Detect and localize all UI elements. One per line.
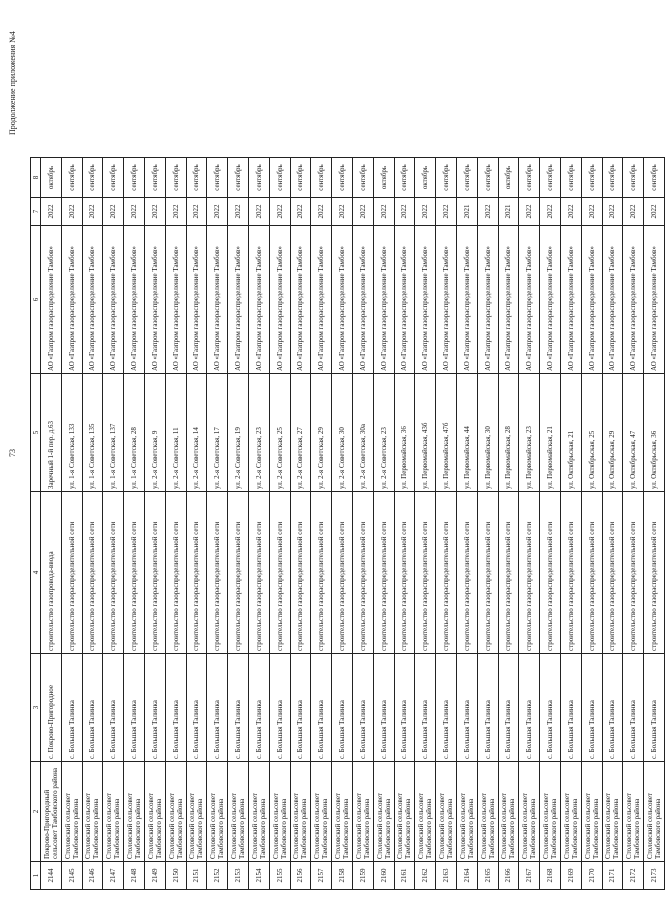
row-number-cell: 2155 [269, 862, 290, 890]
settlement-cell: с. Большая Талинка [477, 654, 498, 762]
table-row [248, 158, 269, 890]
row-number-cell: 2148 [124, 862, 145, 890]
municipality-cell: Покрово-Пригородный сельсовет Тамбовского района [41, 762, 62, 862]
work-type-cell: строительство газораспределительной сети [560, 492, 581, 654]
column-number: 4 [31, 492, 41, 654]
settlement-cell: с. Большая Талинка [207, 654, 228, 762]
row-number-cell: 2161 [394, 862, 415, 890]
municipality-cell: Столовский сельсовет Тамбовского района [82, 762, 103, 862]
table-row [394, 158, 415, 890]
work-type-cell: строительство газораспределительной сети [373, 492, 394, 654]
month-cell: сентябрь [456, 158, 477, 198]
work-type-cell: строительство газораспределительной сети [477, 492, 498, 654]
settlement-cell: с. Большая Талинка [332, 654, 353, 762]
municipality-cell: Столовский сельсовет Тамбовского района [602, 762, 623, 862]
table-row [290, 158, 311, 890]
row-number-cell: 2150 [165, 862, 186, 890]
settlement-cell: с. Большая Талинка [165, 654, 186, 762]
organization-cell: АО «Газпром газораспределение Тамбов» [560, 226, 581, 374]
month-cell: сентябрь [623, 158, 644, 198]
work-type-cell: строительство газораспределительной сети [519, 492, 540, 654]
work-type-cell: строительство газораспределительной сети [82, 492, 103, 654]
work-type-cell: строительство газораспределительной сети [436, 492, 457, 654]
row-number-cell: 2151 [186, 862, 207, 890]
row-number-cell: 2156 [290, 862, 311, 890]
organization-cell: АО «Газпром газораспределение Тамбов» [269, 226, 290, 374]
municipality-cell: Столовский сельсовет Тамбовского района [228, 762, 249, 862]
column-number: 5 [31, 374, 41, 492]
table-row [602, 158, 623, 890]
year-cell: 2022 [332, 198, 353, 226]
table-row [207, 158, 228, 890]
work-type-cell: строительство газораспределительной сети [207, 492, 228, 654]
work-type-cell: строительство газораспределительной сети [186, 492, 207, 654]
organization-cell: АО «Газпром газораспределение Тамбов» [207, 226, 228, 374]
settlement-cell: с. Большая Талинка [186, 654, 207, 762]
settlement-cell: с. Большая Талинка [498, 654, 519, 762]
settlement-cell: с. Большая Талинка [623, 654, 644, 762]
address-cell: ул. Первомайская, 30 [477, 374, 498, 492]
work-type-cell: строительство газораспределительной сети [61, 492, 82, 654]
row-number-cell: 2166 [498, 862, 519, 890]
address-cell: ул. Октябрьская, 25 [581, 374, 602, 492]
row-number-cell: 2170 [581, 862, 602, 890]
organization-cell: АО «Газпром газораспределение Тамбов» [186, 226, 207, 374]
organization-cell: АО «Газпром газораспределение Тамбов» [415, 226, 436, 374]
row-number-cell: 2164 [456, 862, 477, 890]
row-number-cell: 2146 [82, 862, 103, 890]
address-cell: ул. 1-я Советская, 28 [124, 374, 145, 492]
year-cell: 2022 [311, 198, 332, 226]
municipality-cell: Столовский сельсовет Тамбовского района [436, 762, 457, 862]
municipality-cell: Столовский сельсовет Тамбовского района [373, 762, 394, 862]
month-cell: сентябрь [144, 158, 165, 198]
row-number-cell: 2163 [436, 862, 457, 890]
address-cell: ул. 2-я Советская, 27 [290, 374, 311, 492]
work-type-cell: строительство газораспределительной сети [623, 492, 644, 654]
settlement-cell: с. Большая Талинка [519, 654, 540, 762]
table-row [186, 158, 207, 890]
organization-cell: АО «Газпром газораспределение Тамбов» [477, 226, 498, 374]
organization-cell: АО «Газпром газораспределение Тамбов» [144, 226, 165, 374]
settlement-cell: с. Большая Талинка [394, 654, 415, 762]
table-row [644, 158, 665, 890]
month-cell: сентябрь [332, 158, 353, 198]
month-cell: сентябрь [186, 158, 207, 198]
month-cell: октябрь [498, 158, 519, 198]
address-cell: ул. Октябрьская, 47 [623, 374, 644, 492]
month-cell: октябрь [415, 158, 436, 198]
organization-cell: АО «Газпром газораспределение Тамбов» [498, 226, 519, 374]
table-row [228, 158, 249, 890]
municipality-cell: Столовский сельсовет Тамбовского района [332, 762, 353, 862]
year-cell: 2022 [352, 198, 373, 226]
year-cell: 2022 [124, 198, 145, 226]
municipality-cell: Столовский сельсовет Тамбовского района [186, 762, 207, 862]
table-row [436, 158, 457, 890]
municipality-cell: Столовский сельсовет Тамбовского района [560, 762, 581, 862]
settlement-cell: с. Большая Талинка [415, 654, 436, 762]
municipality-cell: Столовский сельсовет Тамбовского района [207, 762, 228, 862]
address-cell: ул. 1-я Советская, 135 [82, 374, 103, 492]
row-number-cell: 2172 [623, 862, 644, 890]
municipality-cell: Столовский сельсовет Тамбовского района [477, 762, 498, 862]
row-number-cell: 2154 [248, 862, 269, 890]
organization-cell: АО «Газпром газораспределение Тамбов» [290, 226, 311, 374]
organization-cell: АО «Газпром газораспределение Тамбов» [436, 226, 457, 374]
address-cell: ул. 2-я Советская, 30 [332, 374, 353, 492]
work-type-cell: строительство газораспределительной сети [248, 492, 269, 654]
organization-cell: АО «Газпром газораспределение Тамбов» [311, 226, 332, 374]
year-cell: 2022 [207, 198, 228, 226]
organization-cell: АО «Газпром газораспределение Тамбов» [103, 226, 124, 374]
year-cell: 2022 [228, 198, 249, 226]
settlement-cell: с. Большая Талинка [373, 654, 394, 762]
settlement-cell: с. Большая Талинка [456, 654, 477, 762]
organization-cell: АО «Газпром газораспределение Тамбов» [332, 226, 353, 374]
month-cell: сентябрь [61, 158, 82, 198]
year-cell: 2022 [144, 198, 165, 226]
work-type-cell: строительство газораспределительной сети [269, 492, 290, 654]
work-type-cell: строительство газораспределительной сети [540, 492, 561, 654]
municipality-cell: Столовский сельсовет Тамбовского района [415, 762, 436, 862]
work-type-cell: строительство газораспределительной сети [228, 492, 249, 654]
year-cell: 2022 [623, 198, 644, 226]
address-cell: ул. Первомайская, 28 [498, 374, 519, 492]
year-cell: 2022 [82, 198, 103, 226]
organization-cell: АО «Газпром газораспределение Тамбов» [41, 226, 62, 374]
address-cell: Заречный 1-й пер. д.63 [41, 374, 62, 492]
row-number-cell: 2157 [311, 862, 332, 890]
continuation-note: Продолжение приложения №4 [8, 31, 17, 135]
row-number-cell: 2144 [41, 862, 62, 890]
settlement-cell: с. Большая Талинка [269, 654, 290, 762]
table-row [540, 158, 561, 890]
settlement-cell: с. Большая Талинка [540, 654, 561, 762]
organization-cell: АО «Газпром газораспределение Тамбов» [540, 226, 561, 374]
table-row [61, 158, 82, 890]
settlement-cell: с. Большая Талинка [602, 654, 623, 762]
municipality-cell: Столовский сельсовет Тамбовского района [456, 762, 477, 862]
row-number-cell: 2158 [332, 862, 353, 890]
row-number-cell: 2145 [61, 862, 82, 890]
municipality-cell: Столовский сельсовет Тамбовского района [498, 762, 519, 862]
row-number-cell: 2160 [373, 862, 394, 890]
organization-cell: АО «Газпром газораспределение Тамбов» [248, 226, 269, 374]
row-number-cell: 2162 [415, 862, 436, 890]
month-cell: сентябрь [540, 158, 561, 198]
municipality-cell: Столовский сельсовет Тамбовского района [61, 762, 82, 862]
table-row [560, 158, 581, 890]
municipality-cell: Столовский сельсовет Тамбовского района [165, 762, 186, 862]
work-type-cell: строительство газораспределительной сети [498, 492, 519, 654]
work-type-cell: строительство газораспределительной сети [415, 492, 436, 654]
organization-cell: АО «Газпром газораспределение Тамбов» [61, 226, 82, 374]
year-cell: 2022 [41, 198, 62, 226]
address-cell: ул. 2-я Советская, 23 [248, 374, 269, 492]
table-row [498, 158, 519, 890]
table-row [456, 158, 477, 890]
month-cell: сентябрь [581, 158, 602, 198]
month-cell: сентябрь [436, 158, 457, 198]
year-cell: 2022 [519, 198, 540, 226]
year-cell: 2022 [477, 198, 498, 226]
column-number-row [31, 158, 41, 890]
month-cell: сентябрь [311, 158, 332, 198]
address-cell: ул. 2-я Советская, 9 [144, 374, 165, 492]
organization-cell: АО «Газпром газораспределение Тамбов» [456, 226, 477, 374]
year-cell: 2022 [540, 198, 561, 226]
address-cell: ул. Октябрьская, 36 [644, 374, 665, 492]
column-number: 6 [31, 226, 41, 374]
table-row [103, 158, 124, 890]
table-row [332, 158, 353, 890]
settlement-cell: с. Большая Талинка [248, 654, 269, 762]
table-row [373, 158, 394, 890]
organization-cell: АО «Газпром газораспределение Тамбов» [228, 226, 249, 374]
month-cell: сентябрь [352, 158, 373, 198]
address-cell: ул. 2-я Советская, 17 [207, 374, 228, 492]
organization-cell: АО «Газпром газораспределение Тамбов» [623, 226, 644, 374]
settlement-cell: с. Большая Талинка [581, 654, 602, 762]
year-cell: 2022 [248, 198, 269, 226]
work-type-cell: строительство газораспределительной сети [602, 492, 623, 654]
year-cell: 2022 [186, 198, 207, 226]
page-number: 73 [8, 449, 17, 457]
month-cell: сентябрь [228, 158, 249, 198]
address-cell: ул. 2-я Советская, 29 [311, 374, 332, 492]
month-cell: сентябрь [560, 158, 581, 198]
municipality-cell: Столовский сельсовет Тамбовского района [352, 762, 373, 862]
address-cell: ул. 2-я Советская, 30а [352, 374, 373, 492]
column-number: 7 [31, 198, 41, 226]
address-cell: ул. Первомайская, 21 [540, 374, 561, 492]
month-cell: сентябрь [248, 158, 269, 198]
settlement-cell: с. Большая Талинка [311, 654, 332, 762]
municipality-cell: Столовский сельсовет Тамбовского района [248, 762, 269, 862]
table-row [581, 158, 602, 890]
month-cell: сентябрь [519, 158, 540, 198]
work-type-cell: строительство газораспределительной сети [394, 492, 415, 654]
settlement-cell: с. Большая Талинка [290, 654, 311, 762]
work-type-cell: строительство газораспределительной сети [352, 492, 373, 654]
table-row [269, 158, 290, 890]
year-cell: 2022 [644, 198, 665, 226]
row-number-cell: 2147 [103, 862, 124, 890]
work-type-cell: строительство газораспределительной сети [165, 492, 186, 654]
table-row [124, 158, 145, 890]
column-number: 3 [31, 654, 41, 762]
data-table [30, 157, 665, 890]
settlement-cell: с. Большая Талинка [352, 654, 373, 762]
month-cell: сентябрь [103, 158, 124, 198]
row-number-cell: 2165 [477, 862, 498, 890]
settlement-cell: с. Большая Талинка [228, 654, 249, 762]
row-number-cell: 2152 [207, 862, 228, 890]
work-type-cell: строительство газораспределительной сети [644, 492, 665, 654]
address-cell: ул. 2-я Советская, 14 [186, 374, 207, 492]
year-cell: 2022 [61, 198, 82, 226]
row-number-cell: 2171 [602, 862, 623, 890]
address-cell: ул. Первомайская, 43б [415, 374, 436, 492]
table-row [165, 158, 186, 890]
address-cell: ул. Первомайская, 47б [436, 374, 457, 492]
table-row [144, 158, 165, 890]
year-cell: 2022 [436, 198, 457, 226]
settlement-cell: с. Большая Талинка [103, 654, 124, 762]
year-cell: 2022 [394, 198, 415, 226]
month-cell: сентябрь [602, 158, 623, 198]
organization-cell: АО «Газпром газораспределение Тамбов» [581, 226, 602, 374]
municipality-cell: Столовский сельсовет Тамбовского района [540, 762, 561, 862]
address-cell: ул. 2-я Советская, 11 [165, 374, 186, 492]
row-number-cell: 2173 [644, 862, 665, 890]
organization-cell: АО «Газпром газораспределение Тамбов» [602, 226, 623, 374]
settlement-cell: с. Большая Талинка [144, 654, 165, 762]
address-cell: ул. Первомайская, 23 [519, 374, 540, 492]
year-cell: 2021 [498, 198, 519, 226]
row-number-cell: 2168 [540, 862, 561, 890]
work-type-cell: строительство газопровода-ввода [41, 492, 62, 654]
settlement-cell: с. Большая Талинка [82, 654, 103, 762]
month-cell: сентябрь [477, 158, 498, 198]
municipality-cell: Столовский сельсовет Тамбовского района [394, 762, 415, 862]
settlement-cell: с. Покрово-Пригородное [41, 654, 62, 762]
municipality-cell: Столовский сельсовет Тамбовского района [144, 762, 165, 862]
table-row [311, 158, 332, 890]
organization-cell: АО «Газпром газораспределение Тамбов» [82, 226, 103, 374]
municipality-cell: Столовский сельсовет Тамбовского района [581, 762, 602, 862]
year-cell: 2022 [560, 198, 581, 226]
work-type-cell: строительство газораспределительной сети [456, 492, 477, 654]
municipality-cell: Столовский сельсовет Тамбовского района [311, 762, 332, 862]
municipality-cell: Столовский сельсовет Тамбовского района [124, 762, 145, 862]
year-cell: 2022 [290, 198, 311, 226]
year-cell: 2022 [103, 198, 124, 226]
year-cell: 2022 [415, 198, 436, 226]
month-cell: сентябрь [394, 158, 415, 198]
month-cell: сентябрь [269, 158, 290, 198]
month-cell: октябрь [41, 158, 62, 198]
address-cell: ул. Первомайская, 36 [394, 374, 415, 492]
address-cell: ул. Октябрьская, 29 [602, 374, 623, 492]
table-row [82, 158, 103, 890]
organization-cell: АО «Газпром газораспределение Тамбов» [394, 226, 415, 374]
settlement-cell: с. Большая Талинка [124, 654, 145, 762]
address-cell: ул. 1-я Советская, 133 [61, 374, 82, 492]
year-cell: 2022 [602, 198, 623, 226]
month-cell: сентябрь [82, 158, 103, 198]
work-type-cell: строительство газораспределительной сети [311, 492, 332, 654]
work-type-cell: строительство газораспределительной сети [581, 492, 602, 654]
address-cell: ул. 2-я Советская, 19 [228, 374, 249, 492]
work-type-cell: строительство газораспределительной сети [144, 492, 165, 654]
month-cell: сентябрь [644, 158, 665, 198]
table-row [477, 158, 498, 890]
organization-cell: АО «Газпром газораспределение Тамбов» [165, 226, 186, 374]
settlement-cell: с. Большая Талинка [560, 654, 581, 762]
municipality-cell: Столовский сельсовет Тамбовского района [103, 762, 124, 862]
address-cell: ул. 2-я Советская, 23 [373, 374, 394, 492]
work-type-cell: строительство газораспределительной сети [103, 492, 124, 654]
year-cell: 2022 [165, 198, 186, 226]
settlement-cell: с. Большая Талинка [436, 654, 457, 762]
year-cell: 2022 [269, 198, 290, 226]
row-number-cell: 2167 [519, 862, 540, 890]
organization-cell: АО «Газпром газораспределение Тамбов» [352, 226, 373, 374]
year-cell: 2021 [456, 198, 477, 226]
column-number: 1 [31, 862, 41, 890]
row-number-cell: 2149 [144, 862, 165, 890]
row-number-cell: 2159 [352, 862, 373, 890]
month-cell: сентябрь [290, 158, 311, 198]
organization-cell: АО «Газпром газораспределение Тамбов» [644, 226, 665, 374]
address-cell: ул. 2-я Советская, 25 [269, 374, 290, 492]
municipality-cell: Столовский сельсовет Тамбовского района [290, 762, 311, 862]
municipality-cell: Столовский сельсовет Тамбовского района [623, 762, 644, 862]
month-cell: сентябрь [207, 158, 228, 198]
organization-cell: АО «Газпром газораспределение Тамбов» [124, 226, 145, 374]
month-cell: октябрь [373, 158, 394, 198]
year-cell: 2022 [373, 198, 394, 226]
address-cell: ул. Октябрьская, 21 [560, 374, 581, 492]
work-type-cell: строительство газораспределительной сети [332, 492, 353, 654]
month-cell: сентябрь [165, 158, 186, 198]
municipality-cell: Столовский сельсовет Тамбовского района [644, 762, 665, 862]
table-row [415, 158, 436, 890]
table-row [41, 158, 62, 890]
table-row [519, 158, 540, 890]
municipality-cell: Столовский сельсовет Тамбовского района [519, 762, 540, 862]
column-number: 2 [31, 762, 41, 862]
organization-cell: АО «Газпром газораспределение Тамбов» [373, 226, 394, 374]
address-cell: ул. Первомайская, 44 [456, 374, 477, 492]
column-number: 8 [31, 158, 41, 198]
municipality-cell: Столовский сельсовет Тамбовского района [269, 762, 290, 862]
year-cell: 2022 [581, 198, 602, 226]
work-type-cell: строительство газораспределительной сети [290, 492, 311, 654]
settlement-cell: с. Большая Талинка [61, 654, 82, 762]
work-type-cell: строительство газораспределительной сети [124, 492, 145, 654]
organization-cell: АО «Газпром газораспределение Тамбов» [519, 226, 540, 374]
row-number-cell: 2169 [560, 862, 581, 890]
table-row [623, 158, 644, 890]
month-cell: сентябрь [124, 158, 145, 198]
table-row [352, 158, 373, 890]
address-cell: ул. 1-я Советская, 137 [103, 374, 124, 492]
settlement-cell: с. Большая Талинка [644, 654, 665, 762]
row-number-cell: 2153 [228, 862, 249, 890]
